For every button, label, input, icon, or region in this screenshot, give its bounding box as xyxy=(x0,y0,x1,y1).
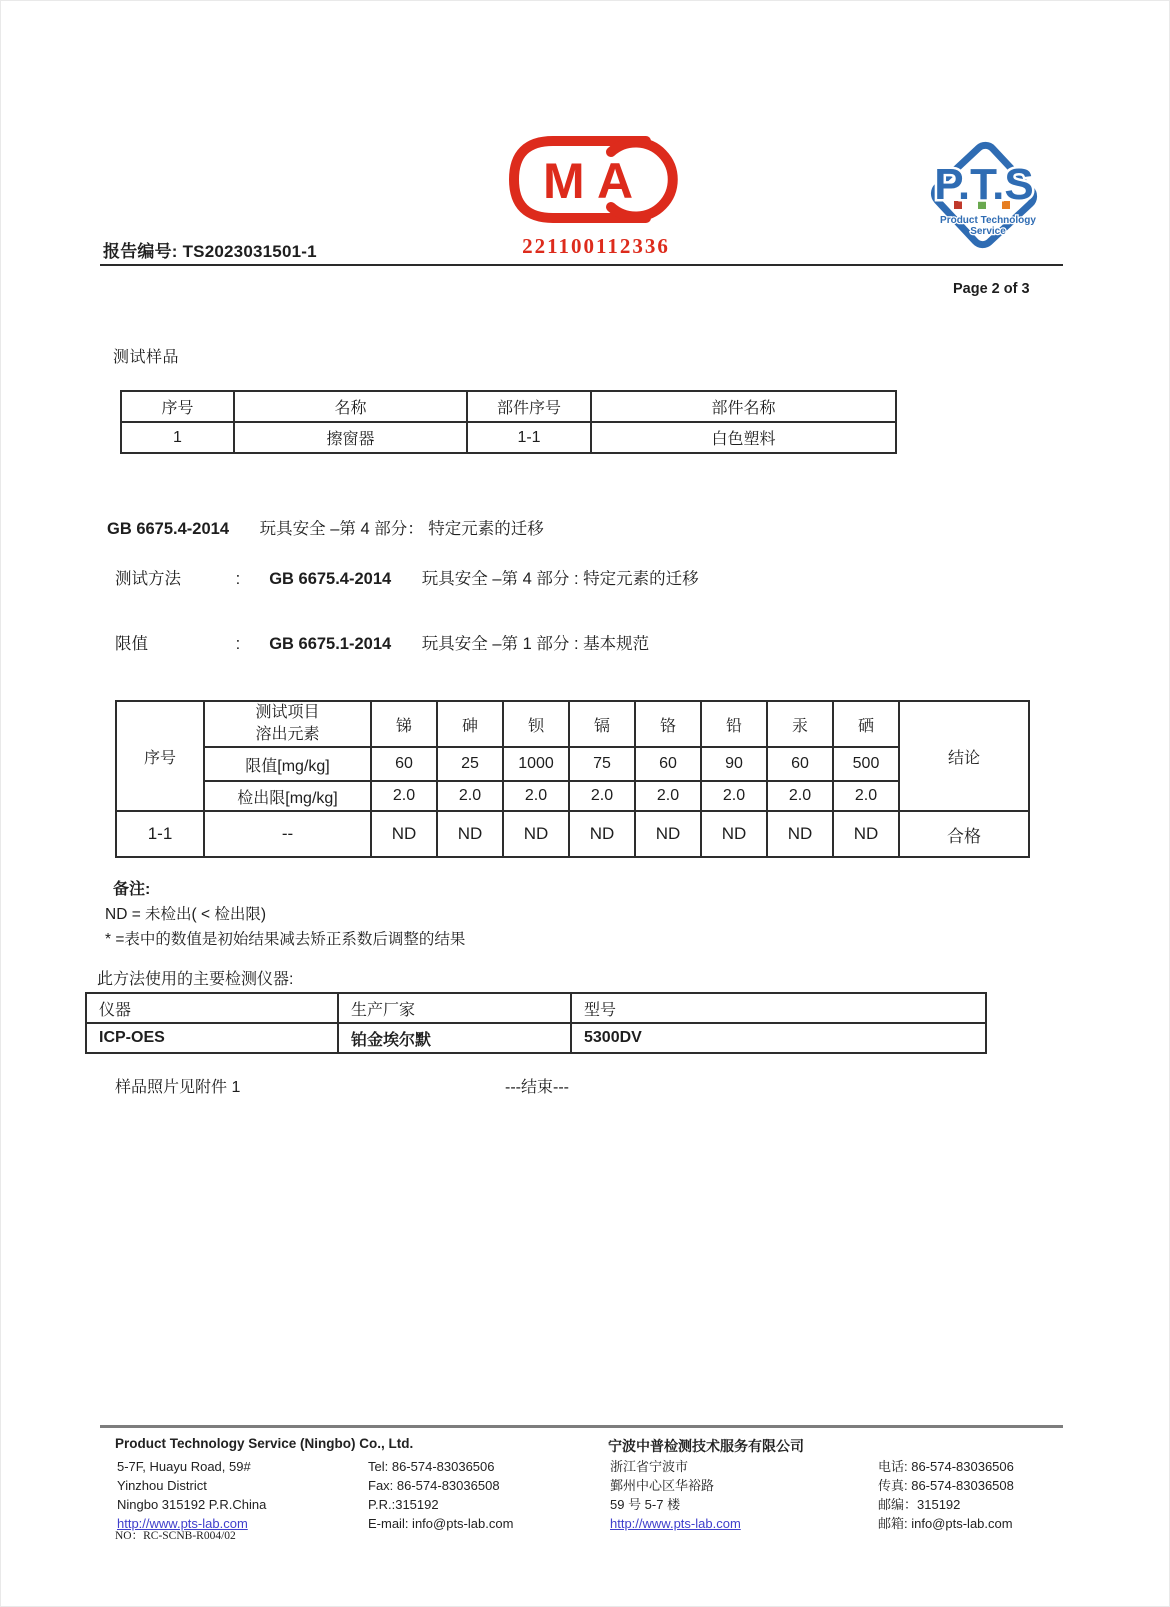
limit-value: 25 xyxy=(437,747,503,781)
test-method-line xyxy=(115,565,699,589)
cma-mark-icon xyxy=(505,132,687,228)
instruments-header-row xyxy=(86,993,986,1023)
detection-value: 2.0 xyxy=(701,781,767,811)
result-value: ND xyxy=(569,811,635,857)
page-indicator: Page 2 of 3 xyxy=(953,281,1030,297)
attachment-note: 样品照片见附件 1 xyxy=(115,1079,241,1096)
detection-value: 2.0 xyxy=(635,781,701,811)
limit-standard-colon: : xyxy=(235,635,241,653)
note-nd-definition: ND = 未检出( < 检出限) xyxy=(105,906,267,923)
results-header-row-elements xyxy=(116,701,1029,747)
limit-value: 90 xyxy=(701,747,767,781)
result-value: ND xyxy=(701,811,767,857)
detection-row-label: 检出限[mg/kg] xyxy=(204,781,371,811)
footer-contact-cn-line: 传真: 86-574-83036508 xyxy=(878,1478,1014,1493)
result-conclusion: 合格 xyxy=(899,811,1029,857)
test-method-code: GB 6675.4-2014 xyxy=(269,570,392,588)
sample-header-name: 名称 xyxy=(234,391,467,422)
result-value: ND xyxy=(503,811,569,857)
footer-contact-en-line: Tel: 86-574-83036506 xyxy=(368,1459,495,1474)
limit-value: 1000 xyxy=(503,747,569,781)
element-header-chromium: 铬 xyxy=(635,701,701,747)
pts-subtitle-line1: Product Technology xyxy=(940,215,1036,226)
cma-letter-m: M xyxy=(543,153,585,209)
element-header-selenium: 硒 xyxy=(833,701,899,747)
cma-certificate-number: 221100112336 xyxy=(522,234,670,258)
footer-address-en-line: Ningbo 315192 P.R.China xyxy=(117,1497,267,1512)
sample-table xyxy=(120,390,897,454)
instruments-table xyxy=(85,992,987,1054)
results-header-item-line1: 测试项目 xyxy=(255,704,320,722)
element-header-arsenic: 砷 xyxy=(437,701,503,747)
detection-value: 2.0 xyxy=(503,781,569,811)
footer-company-en: Product Technology Service (Ningbo) Co., Ltd. xyxy=(115,1436,414,1451)
footer-address-en xyxy=(117,1457,362,1533)
results-header-serial: 序号 xyxy=(116,701,204,811)
footer-contact-cn-line: 邮箱: info@pts-lab.com xyxy=(878,1516,1013,1531)
results-data-row xyxy=(116,811,1029,857)
results-detection-row xyxy=(116,781,1029,811)
detection-value: 2.0 xyxy=(767,781,833,811)
manufacturer-name: 铂金埃尔默 xyxy=(338,1023,571,1053)
footer-contact-cn-line: 电话: 86-574-83036506 xyxy=(878,1459,1014,1474)
test-method-label: 测试方法 xyxy=(115,570,181,588)
footer-contact-cn-line: 邮编：315192 xyxy=(878,1497,961,1512)
footer-website-link-en[interactable]: http://www.pts-lab.com xyxy=(117,1516,248,1531)
limit-standard-label: 限值 xyxy=(115,635,148,653)
footer-website-link-cn[interactable]: http://www.pts-lab.com xyxy=(610,1516,741,1531)
footer-address-en-line: 5-7F, Huayu Road, 59# xyxy=(117,1459,251,1474)
sample-part-name: 白色塑料 xyxy=(591,422,896,453)
footer-contact-en xyxy=(368,1457,603,1533)
sample-section-title: 测试样品 xyxy=(113,349,180,366)
results-header-conclusion: 结论 xyxy=(899,701,1029,811)
limit-value: 75 xyxy=(569,747,635,781)
result-value: ND xyxy=(767,811,833,857)
footer-contact-en-line: P.R.:315192 xyxy=(368,1497,439,1512)
notes-title: 备注: xyxy=(113,881,151,898)
results-header-item-line2: 溶出元素 xyxy=(255,726,320,743)
detection-value: 2.0 xyxy=(569,781,635,811)
pts-subtitle-line2: Service xyxy=(970,226,1006,237)
instrument-header: 仪器 xyxy=(86,993,338,1023)
pts-logo xyxy=(922,133,1046,258)
results-header-item xyxy=(204,701,371,747)
limit-standard-desc: 玩具安全 –第 1 部分 : 基本规范 xyxy=(421,635,650,653)
test-method-desc: 玩具安全 –第 4 部分 : 特定元素的迁移 xyxy=(421,570,699,588)
instruments-title: 此方法使用的主要检测仪器: xyxy=(97,971,294,988)
standard-heading-desc: 玩具安全 –第 4 部分： 特定元素的迁移 xyxy=(259,520,544,538)
sample-name: 擦窗器 xyxy=(234,422,467,453)
standard-heading xyxy=(107,515,544,539)
footer-address-cn-line: 浙江省宁波市 xyxy=(610,1459,689,1474)
detection-value: 2.0 xyxy=(833,781,899,811)
footer-address-cn-line: 59 号 5-7 楼 xyxy=(610,1497,681,1512)
sample-table-header-row xyxy=(121,391,896,422)
footer-contact-en-line: E-mail: info@pts-lab.com xyxy=(368,1516,514,1531)
sample-header-serial: 序号 xyxy=(121,391,234,422)
footer-address-en-line: Yinzhou District xyxy=(117,1478,207,1493)
standard-heading-code: GB 6675.4-2014 xyxy=(107,520,230,538)
result-value: ND xyxy=(833,811,899,857)
model-name: 5300DV xyxy=(571,1023,986,1053)
footer-address-cn-line: 鄞州中心区华裕路 xyxy=(610,1478,715,1493)
end-mark: ---结束--- xyxy=(505,1079,569,1096)
footer-company-cn: 宁波中普检测技术服务有限公司 xyxy=(608,1438,804,1454)
header-divider xyxy=(100,264,1063,266)
results-limit-row xyxy=(116,747,1029,781)
result-value: ND xyxy=(437,811,503,857)
element-header-barium: 钡 xyxy=(503,701,569,747)
manufacturer-header: 生产厂家 xyxy=(338,993,571,1023)
limit-value: 60 xyxy=(767,747,833,781)
sample-table-row xyxy=(121,422,896,453)
result-value: ND xyxy=(635,811,701,857)
result-item: -- xyxy=(204,811,371,857)
footer-address-cn xyxy=(610,1457,870,1533)
result-value: ND xyxy=(371,811,437,857)
element-header-mercury: 汞 xyxy=(767,701,833,747)
detection-value: 2.0 xyxy=(437,781,503,811)
report-number: 报告编号: TS2023031501-1 xyxy=(103,242,317,261)
limit-standard-code: GB 6675.1-2014 xyxy=(269,635,392,653)
sample-serial: 1 xyxy=(121,422,234,453)
limit-value: 500 xyxy=(833,747,899,781)
element-header-cadmium: 镉 xyxy=(569,701,635,747)
pts-diamond-icon xyxy=(922,133,1046,253)
note-asterisk-definition: * =表中的数值是初始结果减去矫正系数后调整的结果 xyxy=(105,931,466,948)
limit-standard-line xyxy=(115,630,649,654)
limit-value: 60 xyxy=(635,747,701,781)
cma-logo xyxy=(505,132,687,259)
sample-header-part-name: 部件名称 xyxy=(591,391,896,422)
footer-contact-cn xyxy=(878,1457,1148,1533)
test-method-colon: : xyxy=(235,570,241,588)
sample-part-serial: 1-1 xyxy=(467,422,591,453)
instrument-name: ICP-OES xyxy=(86,1023,338,1053)
instruments-data-row xyxy=(86,1023,986,1053)
pts-title: P.T.S xyxy=(934,160,1034,209)
limit-row-label: 限值[mg/kg] xyxy=(204,747,371,781)
footer-contact-en-line: Fax: 86-574-83036508 xyxy=(368,1478,500,1493)
footer-divider xyxy=(100,1425,1063,1428)
limit-value: 60 xyxy=(371,747,437,781)
footer-doc-number: NO：RC-SCNB-R004/02 xyxy=(115,1530,236,1542)
results-table xyxy=(115,700,1030,858)
model-header: 型号 xyxy=(571,993,986,1023)
element-header-lead: 铅 xyxy=(701,701,767,747)
element-header-antimony: 锑 xyxy=(371,701,437,747)
sample-header-part-serial: 部件序号 xyxy=(467,391,591,422)
result-serial: 1-1 xyxy=(116,811,204,857)
detection-value: 2.0 xyxy=(371,781,437,811)
cma-letter-a: A xyxy=(597,153,634,209)
